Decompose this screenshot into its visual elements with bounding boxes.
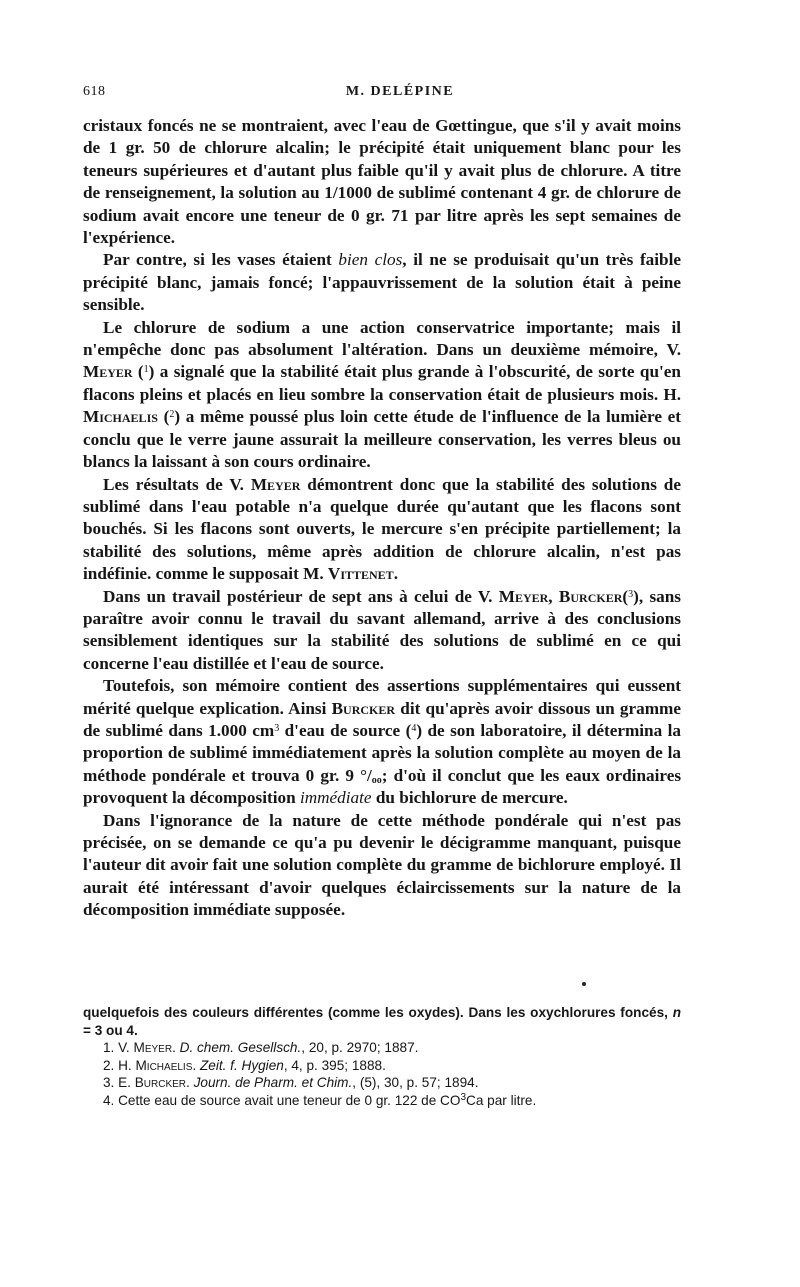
- paragraph-2: Par contre, si les vases étaient bien clos, il ne se produisait qu'un très faible précipité blanc, jamais foncé; l'appauvrissement de la solution était à peine sensible.: [83, 250, 681, 315]
- footnote-3: 3. E. Burcker. Journ. de Pharm. et Chim., (5), 30, p. 57; 1894.: [103, 1075, 479, 1091]
- superscript: 3: [274, 722, 280, 734]
- paragraph-6: Toutefois, son mémoire contient des assertions supplémentaires qui eussent mérité quelque explication. Ainsi Burcker dit qu'après avoir dissous un gramme de sublimé dans 1.000 $cm^3$ d'eau de source ($^4$) de son laboratoire, il détermina la proportion de sublimé immédiatement après la solution complète au moyen de la méthode pondérale et trouva 0 gr. 9 $^\circ/_{oo}$; d'où il conclut que les eaux ordinaires provoquent la décomposition immédiate du bichlorure de mercure.: [83, 676, 682, 808]
- paragraph-7: Dans l'ignorance de la nature de cette méthode pondérale qui n'est pas précisée, on se demande ce qu'a pu devenir le décigramme manquant, puisque l'auteur dit avoir fait une solution complète du gramme de bichlorure employé. Il aurait été intéressant d'avoir quelques éclaircissements sur la nature de la décomposition immédiate supposée.: [83, 810, 681, 920]
- separator-dot: [582, 982, 586, 986]
- author-name: Burcker: [331, 698, 396, 718]
- paragraph-3: Le chlorure de sodium a une action conservatrice importante; mais il n'empêche donc pas absolument l'altération. Dans un deuxième mémoire, V. Meyer ($^1$) a signalé que la stabilité était plus grande à l'obscurité, de sorte qu'en flacons pleins et placés en lieu sombre la conservation était de plusieurs mois. H. Michaelis ($^2$) a même poussé plus loin cette étude de l'influence de la lumière et conclu que le verre jaune assurait la meilleure conservation, les verres bleus ou blancs la laissant à son cours ordinaire.: [83, 317, 681, 472]
- body-text: [83, 115, 681, 922]
- paragraph-5: Dans un travail postérieur de sept ans à celui de V. Meyer, Burcker($^3$), sans paraître avoir connu le travail du savant allemand, arrive à des conclusions sensiblement identiques sur la stabilité des solutions de sublimé en ce qui concerne l'eau distillée et l'eau de source.: [83, 586, 681, 673]
- author-name: Michaelis: [83, 407, 158, 427]
- variable: n: [672, 1005, 681, 1020]
- subscript: oo: [371, 774, 382, 786]
- paragraph-4: Les résultats de V. Meyer démontrent donc que la stabilité des solutions de sublimé dans l'eau potable n'a quelque durée qu'autant que les flacons sont bouchés. Si les flacons sont ouverts, le mercure s'en précipite partiellement; la stabilité des solutions, même après addition de chlorure alcalin, n'est pas indéfinie. comme le supposait M. Vittenet.: [83, 474, 681, 584]
- author-name: Meyer: [498, 586, 549, 606]
- page-number: 618: [83, 84, 106, 99]
- footnote-ref: 1: [143, 364, 149, 376]
- paragraph-1: cristaux foncés ne se montraient, avec l'eau de Gœttingue, que s'il y avait moins de 1 gr. 50 de chlorure alcalin; le précipité était uniquement blanc pour les teneurs supérieures et d'autant plus faible qu'il y avait plus de chlorure. A titre de renseignement, la solution au 1/1000 de sublimé contenant 4 gr. de chlorure de sodium avait encore une teneur de 0 gr. 71 par litre après les sept semaines de l'expérience.: [83, 116, 681, 248]
- author-name: Vittenet: [327, 564, 394, 584]
- footnote-1: 1. V. Meyer. D. chem. Gesellsch., 20, p. 2970; 1887.: [103, 1040, 419, 1056]
- author-name: Burcker: [558, 586, 623, 606]
- footnotes: [83, 1004, 681, 1110]
- footnote-continuation: quelquefois des couleurs différentes (comme les oxydes). Dans les oxychlorures foncés, n = 3 ou 4.: [83, 1005, 681, 1038]
- footnote-ref: 2: [169, 409, 175, 421]
- footnote-2: 2. H. Michaelis. Zeit. f. Hygien, 4, p. 395; 1888.: [103, 1057, 386, 1073]
- author-name: Meyer: [250, 474, 301, 494]
- footnote-4: 4. Cette eau de source avait une teneur de 0 gr. 122 de $CO^3Ca$ par litre.: [103, 1091, 537, 1108]
- footnote-ref: 3: [628, 588, 634, 600]
- emphasis: immédiate: [299, 788, 372, 808]
- footnote-ref: 4: [411, 722, 417, 734]
- author-name: Meyer: [83, 362, 133, 382]
- running-head-author: M. DELÉPINE: [345, 84, 455, 99]
- emphasis: bien clos: [338, 250, 403, 270]
